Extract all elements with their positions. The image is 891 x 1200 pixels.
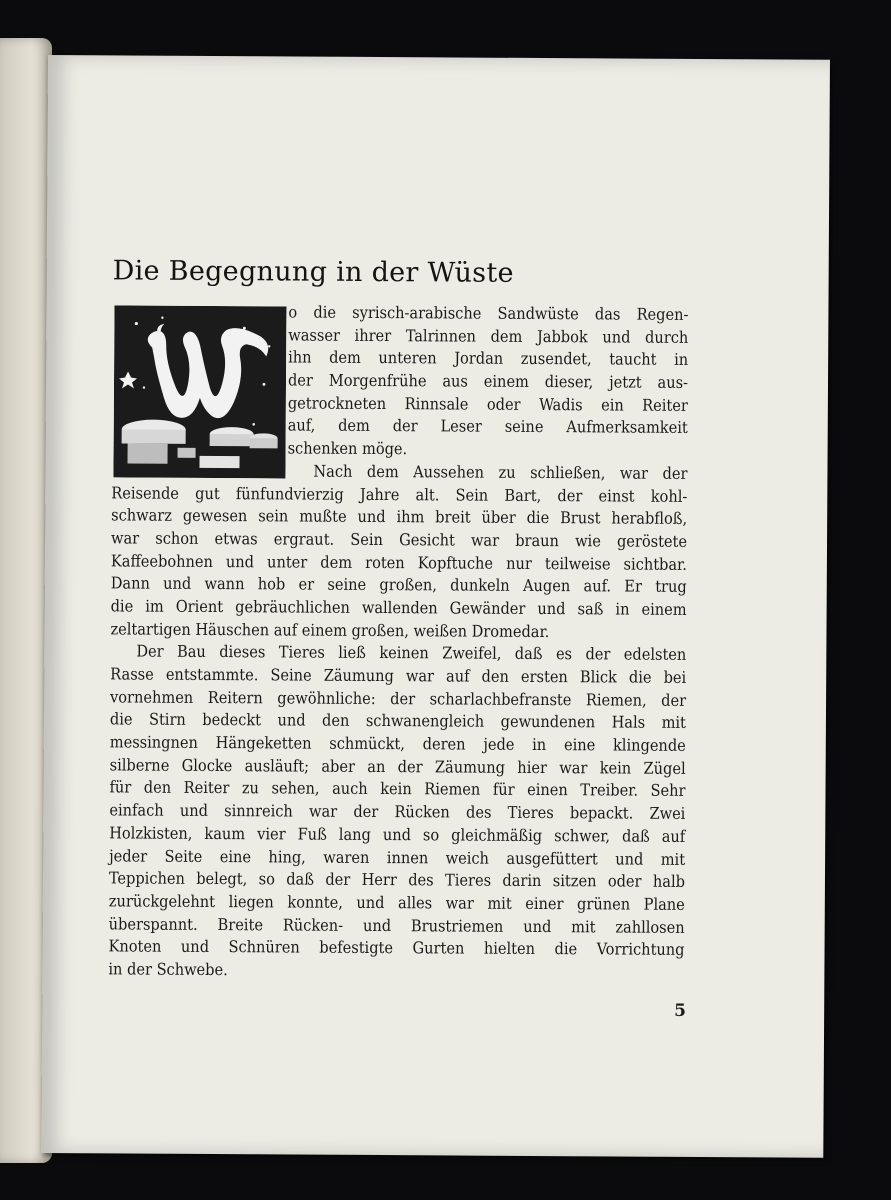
text-line: vornehmen Reitern gewöhnliche: der scharlachbefranste Riemen, der bbox=[110, 687, 687, 710]
text-line: auf, dem der Leser seine Aufmerksamkeit bbox=[287, 415, 688, 438]
text-line: zurückgelehnt liegen konnte, und alles war mit einer grünen Plane bbox=[108, 891, 685, 914]
text-line: Holzkisten, kaum vier Fuß lang und so gleichmäßig schwer, daß auf bbox=[109, 823, 686, 846]
body-text bbox=[108, 300, 688, 984]
chapter-title: Die Begegnung in der Wüste bbox=[112, 255, 514, 289]
text-line: für den Reiter zu sehen, auch kein Riemen für einen Treiber. Sehr bbox=[109, 777, 686, 801]
text-line: schwarz gewesen sein mußte und ihm breit über die Brust herabfloß, bbox=[111, 505, 688, 529]
text-line: Dann und wann hob er seine großen, dunkeln Augen auf. Er trug bbox=[110, 573, 687, 597]
text-line: zeltartigen Häuschen auf einem großen, weißen Dromedar. bbox=[110, 619, 550, 641]
text-line: war schon etwas ergraut. Sein Gesicht war braun wie geröstete bbox=[110, 528, 688, 551]
text-line: silberne Glocke ausläuft; aber an der Zäumung hier war kein Zügel bbox=[109, 755, 686, 778]
text-line: jeder Seite eine hing, waren innen weich ausgefüttert und mit bbox=[109, 845, 686, 869]
text-line: schenken möge. bbox=[287, 438, 408, 459]
text-line: die im Orient gebräuchlichen wallenden Gewänder und saß in einem bbox=[110, 596, 687, 619]
text-line: Der Bau dieses Tieres ließ keinen Zweifel, daß es der edelsten bbox=[136, 641, 687, 665]
text-line: in der Schwebe. bbox=[108, 959, 228, 980]
text-line: Rasse entstammte. Seine Zäumung war auf den ersten Blick die bei bbox=[110, 664, 687, 687]
text-line: Teppichen belegt, so daß der Herr des Tieres darin sitzen oder halb bbox=[108, 868, 686, 892]
page-number: 5 bbox=[674, 1000, 687, 1021]
text-line: o die syrisch-arabische Sandwüste das Regen- bbox=[288, 302, 689, 324]
text-line: wasser ihrer Talrinnen dem Jabbok und durch bbox=[288, 325, 689, 347]
text-line: die Stirn bedeckt und den schwanengleich gewundenen Hals mit bbox=[109, 709, 686, 733]
text-line: ihn dem unteren Jordan zusendet, taucht in bbox=[288, 347, 689, 370]
text-line: Nach dem Aussehen zu schließen, war der bbox=[313, 461, 688, 483]
text-line: überspannt. Breite Rücken- und Brustriemen und mit zahllosen bbox=[108, 913, 685, 937]
text-line: der Morgenfrühe aus einem dieser, jetzt aus- bbox=[287, 370, 689, 392]
text-line: messingnen Hängeketten schmückt, deren jede in eine klingende bbox=[109, 732, 686, 755]
text-line: einfach und sinnreich war der Rücken des Tieres bepackt. Zwei bbox=[109, 800, 686, 824]
text-line: Knoten und Schnüren befestigte Gurten hielten die Vorrichtung bbox=[108, 936, 685, 960]
book-page bbox=[41, 55, 830, 1158]
text-line: Reisende gut fünfundvierzig Jahre alt. Sein Bart, der einst kohl- bbox=[111, 482, 688, 506]
text-line: Kaffeebohnen und unter dem roten Kopftuche nur teilweise sichtbar. bbox=[110, 550, 687, 574]
text-line: getrockneten Rinnsale oder Wadis ein Reiter bbox=[287, 393, 688, 415]
